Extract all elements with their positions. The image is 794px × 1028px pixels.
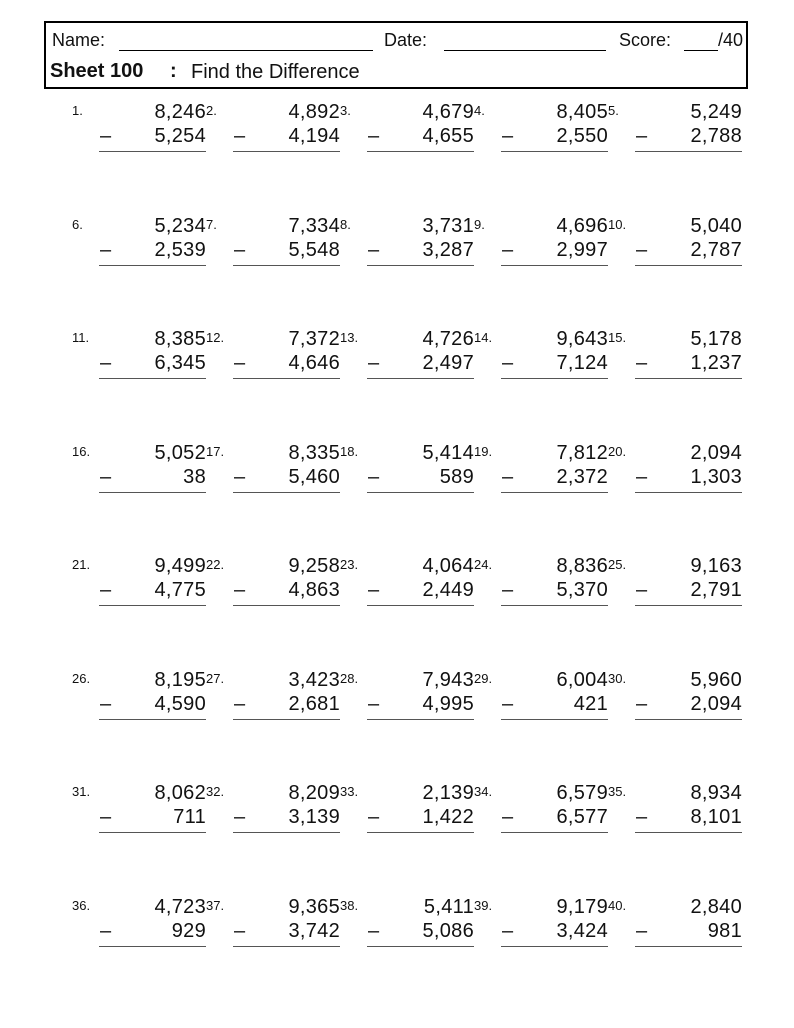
subtrahend: 1,237 <box>690 352 742 374</box>
problem-2 <box>206 103 340 163</box>
subtrahend: 5,086 <box>422 920 474 942</box>
subtrahend: 7,124 <box>556 352 608 374</box>
problem-36 <box>72 898 206 958</box>
problem-number: 40. <box>608 898 627 913</box>
minuend: 6,579 <box>556 782 608 804</box>
subtrahend: 4,775 <box>154 579 206 601</box>
minus-sign: – <box>502 806 514 828</box>
answer-line[interactable] <box>501 719 608 720</box>
answer-line[interactable] <box>99 605 206 606</box>
answer-line[interactable] <box>99 265 206 266</box>
problem-number: 31. <box>72 784 91 799</box>
problem-4 <box>474 103 608 163</box>
minus-sign: – <box>234 239 246 261</box>
date-field[interactable] <box>444 50 606 51</box>
problem-38 <box>340 898 474 958</box>
answer-line[interactable] <box>367 719 474 720</box>
answer-line[interactable] <box>367 378 474 379</box>
problem-24 <box>474 557 608 617</box>
minus-sign: – <box>368 693 380 715</box>
minuend: 5,960 <box>690 669 742 691</box>
minuend: 8,195 <box>154 669 206 691</box>
minus-sign: – <box>368 920 380 942</box>
answer-line[interactable] <box>233 378 340 379</box>
answer-line[interactable] <box>635 378 742 379</box>
problem-20 <box>608 444 742 504</box>
minuend: 8,246 <box>154 101 206 123</box>
problem-number: 21. <box>72 557 91 572</box>
minus-sign: – <box>100 125 112 147</box>
problem-29 <box>474 671 608 731</box>
problem-number: 39. <box>474 898 493 913</box>
problem-number: 30. <box>608 671 627 686</box>
subtrahend: 4,646 <box>288 352 340 374</box>
minuend: 5,411 <box>423 896 474 918</box>
minus-sign: – <box>100 579 112 601</box>
name-label: Name: <box>52 30 106 50</box>
problem-number: 32. <box>206 784 225 799</box>
problem-number: 3. <box>340 103 351 118</box>
minuend: 5,234 <box>154 215 206 237</box>
minus-sign: – <box>234 466 246 488</box>
answer-line[interactable] <box>233 719 340 720</box>
problem-30 <box>608 671 742 731</box>
subtrahend: 2,449 <box>422 579 474 601</box>
score-total: /40 <box>718 30 744 50</box>
answer-line[interactable] <box>635 151 742 152</box>
problem-26 <box>72 671 206 731</box>
problem-17 <box>206 444 340 504</box>
minus-sign: – <box>636 125 648 147</box>
minus-sign: – <box>368 466 380 488</box>
subtrahend: 6,577 <box>556 806 608 828</box>
problem-15 <box>608 330 742 390</box>
answer-line[interactable] <box>635 265 742 266</box>
problem-number: 17. <box>206 444 225 459</box>
score-label: Score: <box>619 30 672 50</box>
answer-line[interactable] <box>99 378 206 379</box>
answer-line[interactable] <box>99 492 206 493</box>
minus-sign: – <box>502 352 514 374</box>
answer-line[interactable] <box>99 151 206 152</box>
minus-sign: – <box>234 125 246 147</box>
minuend: 5,414 <box>422 442 474 464</box>
problem-number: 37. <box>206 898 225 913</box>
problem-number: 14. <box>474 330 493 345</box>
problem-number: 5. <box>608 103 619 118</box>
problem-40 <box>608 898 742 958</box>
minus-sign: – <box>502 920 514 942</box>
answer-line[interactable] <box>635 946 742 947</box>
problem-number: 9. <box>474 217 485 232</box>
answer-line[interactable] <box>635 832 742 833</box>
problem-39 <box>474 898 608 958</box>
problem-number: 24. <box>474 557 493 572</box>
minus-sign: – <box>100 693 112 715</box>
problem-number: 23. <box>340 557 359 572</box>
minus-sign: – <box>636 693 648 715</box>
problem-14 <box>474 330 608 390</box>
problem-16 <box>72 444 206 504</box>
subtrahend: 5,370 <box>556 579 608 601</box>
problem-25 <box>608 557 742 617</box>
answer-line[interactable] <box>501 605 608 606</box>
problem-number: 27. <box>206 671 225 686</box>
answer-line[interactable] <box>367 265 474 266</box>
problem-32 <box>206 784 340 844</box>
problem-number: 13. <box>340 330 359 345</box>
answer-line[interactable] <box>233 492 340 493</box>
minuend: 5,040 <box>690 215 742 237</box>
subtrahend: 421 <box>573 693 608 715</box>
subtrahend: 4,863 <box>288 579 340 601</box>
problem-11 <box>72 330 206 390</box>
minuend: 4,696 <box>556 215 608 237</box>
subtrahend: 8,101 <box>690 806 742 828</box>
problem-number: 29. <box>474 671 493 686</box>
answer-line[interactable] <box>635 719 742 720</box>
subtrahend: 4,655 <box>422 125 474 147</box>
minuend: 9,365 <box>288 896 340 918</box>
problem-number: 10. <box>608 217 627 232</box>
subtrahend: 5,460 <box>288 466 340 488</box>
subtrahend: 2,539 <box>154 239 206 261</box>
answer-line[interactable] <box>501 265 608 266</box>
sheet-subtitle: Find the Difference <box>191 61 360 83</box>
minuend: 6,004 <box>556 669 608 691</box>
answer-line[interactable] <box>501 492 608 493</box>
answer-line[interactable] <box>99 946 206 947</box>
minuend: 9,163 <box>690 555 742 577</box>
problem-27 <box>206 671 340 731</box>
subtrahend: 6,345 <box>154 352 206 374</box>
subtrahend: 4,194 <box>288 125 340 147</box>
minuend: 3,423 <box>288 669 340 691</box>
subtrahend: 4,995 <box>422 693 474 715</box>
minuend: 9,643 <box>556 328 608 350</box>
problem-number: 19. <box>474 444 493 459</box>
minus-sign: – <box>368 239 380 261</box>
subtrahend: 981 <box>707 920 742 942</box>
problem-34 <box>474 784 608 844</box>
minus-sign: – <box>502 125 514 147</box>
problem-number: 11. <box>72 330 90 345</box>
subtrahend: 2,550 <box>556 125 608 147</box>
minuend: 4,892 <box>288 101 340 123</box>
minus-sign: – <box>234 579 246 601</box>
header-fields-row <box>46 23 746 57</box>
problem-1 <box>72 103 206 163</box>
subtrahend: 2,372 <box>556 466 608 488</box>
problem-33 <box>340 784 474 844</box>
problem-18 <box>340 444 474 504</box>
minuend: 7,372 <box>288 328 340 350</box>
minus-sign: – <box>234 920 246 942</box>
problem-number: 22. <box>206 557 225 572</box>
problem-number: 1. <box>72 103 83 118</box>
answer-line[interactable] <box>233 605 340 606</box>
sheet-title-separator: : <box>170 60 177 82</box>
minuend: 8,405 <box>556 101 608 123</box>
subtrahend: 4,590 <box>154 693 206 715</box>
problem-number: 4. <box>474 103 485 118</box>
problem-number: 2. <box>206 103 217 118</box>
minuend: 7,943 <box>422 669 474 691</box>
minuend: 7,334 <box>288 215 340 237</box>
worksheet-header <box>44 21 748 89</box>
minus-sign: – <box>636 806 648 828</box>
subtrahend: 3,139 <box>288 806 340 828</box>
answer-line[interactable] <box>99 832 206 833</box>
subtrahend: 711 <box>173 806 206 828</box>
problem-number: 16. <box>72 444 91 459</box>
minuend: 4,064 <box>422 555 474 577</box>
subtrahend: 5,548 <box>288 239 340 261</box>
problem-number: 25. <box>608 557 627 572</box>
sheet-title: Sheet 100 <box>50 60 144 82</box>
minuend: 8,934 <box>690 782 742 804</box>
minus-sign: – <box>100 466 112 488</box>
subtrahend: 589 <box>439 466 474 488</box>
minus-sign: – <box>368 125 380 147</box>
minuend: 4,726 <box>422 328 474 350</box>
minuend: 3,731 <box>422 215 474 237</box>
problem-number: 20. <box>608 444 627 459</box>
minus-sign: – <box>368 806 380 828</box>
answer-line[interactable] <box>233 946 340 947</box>
subtrahend: 1,303 <box>690 466 742 488</box>
subtrahend: 2,497 <box>422 352 474 374</box>
minus-sign: – <box>502 579 514 601</box>
minuend: 5,052 <box>154 442 206 464</box>
problem-9 <box>474 217 608 277</box>
minuend: 9,258 <box>288 555 340 577</box>
answer-line[interactable] <box>635 492 742 493</box>
answer-line[interactable] <box>367 151 474 152</box>
minuend: 4,679 <box>422 101 474 123</box>
name-field[interactable] <box>119 50 373 51</box>
minus-sign: – <box>234 806 246 828</box>
minus-sign: – <box>502 466 514 488</box>
minuend: 9,179 <box>556 896 608 918</box>
minus-sign: – <box>368 352 380 374</box>
answer-line[interactable] <box>635 605 742 606</box>
answer-line[interactable] <box>367 946 474 947</box>
problem-number: 34. <box>474 784 493 799</box>
problem-number: 12. <box>206 330 225 345</box>
minus-sign: – <box>636 239 648 261</box>
problem-number: 6. <box>72 217 83 232</box>
minus-sign: – <box>636 579 648 601</box>
problem-31 <box>72 784 206 844</box>
answer-line[interactable] <box>367 605 474 606</box>
answer-line[interactable] <box>501 151 608 152</box>
date-label: Date: <box>384 30 428 50</box>
minuend: 5,249 <box>690 101 742 123</box>
problem-6 <box>72 217 206 277</box>
answer-line[interactable] <box>501 946 608 947</box>
problem-number: 28. <box>340 671 359 686</box>
answer-line[interactable] <box>501 832 608 833</box>
problem-number: 8. <box>340 217 351 232</box>
problem-19 <box>474 444 608 504</box>
subtrahend: 3,424 <box>556 920 608 942</box>
minuend: 2,840 <box>690 896 742 918</box>
minuend: 9,499 <box>154 555 206 577</box>
minuend: 8,209 <box>288 782 340 804</box>
subtrahend: 2,681 <box>288 693 340 715</box>
answer-line[interactable] <box>367 492 474 493</box>
minus-sign: – <box>502 693 514 715</box>
problem-number: 18. <box>340 444 359 459</box>
subtrahend: 1,422 <box>422 806 474 828</box>
minus-sign: – <box>234 352 246 374</box>
problem-number: 36. <box>72 898 91 913</box>
minus-sign: – <box>100 920 112 942</box>
problem-number: 38. <box>340 898 359 913</box>
subtrahend: 3,287 <box>422 239 474 261</box>
minus-sign: – <box>100 239 112 261</box>
problem-23 <box>340 557 474 617</box>
subtrahend: 2,094 <box>690 693 742 715</box>
problem-7 <box>206 217 340 277</box>
minus-sign: – <box>100 352 112 374</box>
problem-21 <box>72 557 206 617</box>
answer-line[interactable] <box>367 832 474 833</box>
minuend: 7,812 <box>556 442 608 464</box>
subtrahend: 2,791 <box>690 579 742 601</box>
problem-number: 35. <box>608 784 627 799</box>
minuend: 2,139 <box>422 782 474 804</box>
answer-line[interactable] <box>233 151 340 152</box>
problem-10 <box>608 217 742 277</box>
minuend: 8,335 <box>288 442 340 464</box>
answer-line[interactable] <box>233 832 340 833</box>
problem-number: 26. <box>72 671 91 686</box>
subtrahend: 38 <box>183 466 206 488</box>
problem-13 <box>340 330 474 390</box>
problem-number: 7. <box>206 217 217 232</box>
minus-sign: – <box>636 920 648 942</box>
problem-12 <box>206 330 340 390</box>
subtrahend: 5,254 <box>154 125 206 147</box>
subtrahend: 3,742 <box>288 920 340 942</box>
answer-line[interactable] <box>99 719 206 720</box>
minuend: 8,836 <box>556 555 608 577</box>
problem-35 <box>608 784 742 844</box>
minus-sign: – <box>502 239 514 261</box>
problem-28 <box>340 671 474 731</box>
subtrahend: 2,787 <box>690 239 742 261</box>
minus-sign: – <box>368 579 380 601</box>
minus-sign: – <box>100 806 112 828</box>
answer-line[interactable] <box>501 378 608 379</box>
problem-number: 15. <box>608 330 627 345</box>
minuend: 4,723 <box>154 896 206 918</box>
subtrahend: 2,788 <box>690 125 742 147</box>
subtrahend: 929 <box>171 920 206 942</box>
answer-line[interactable] <box>233 265 340 266</box>
minuend: 2,094 <box>690 442 742 464</box>
minus-sign: – <box>636 352 648 374</box>
subtrahend: 2,997 <box>556 239 608 261</box>
minus-sign: – <box>636 466 648 488</box>
problem-3 <box>340 103 474 163</box>
minuend: 8,062 <box>154 782 206 804</box>
minuend: 8,385 <box>154 328 206 350</box>
score-field[interactable] <box>684 50 718 51</box>
problem-8 <box>340 217 474 277</box>
minuend: 5,178 <box>690 328 742 350</box>
problem-5 <box>608 103 742 163</box>
minus-sign: – <box>234 693 246 715</box>
problem-37 <box>206 898 340 958</box>
problem-number: 33. <box>340 784 359 799</box>
problem-22 <box>206 557 340 617</box>
